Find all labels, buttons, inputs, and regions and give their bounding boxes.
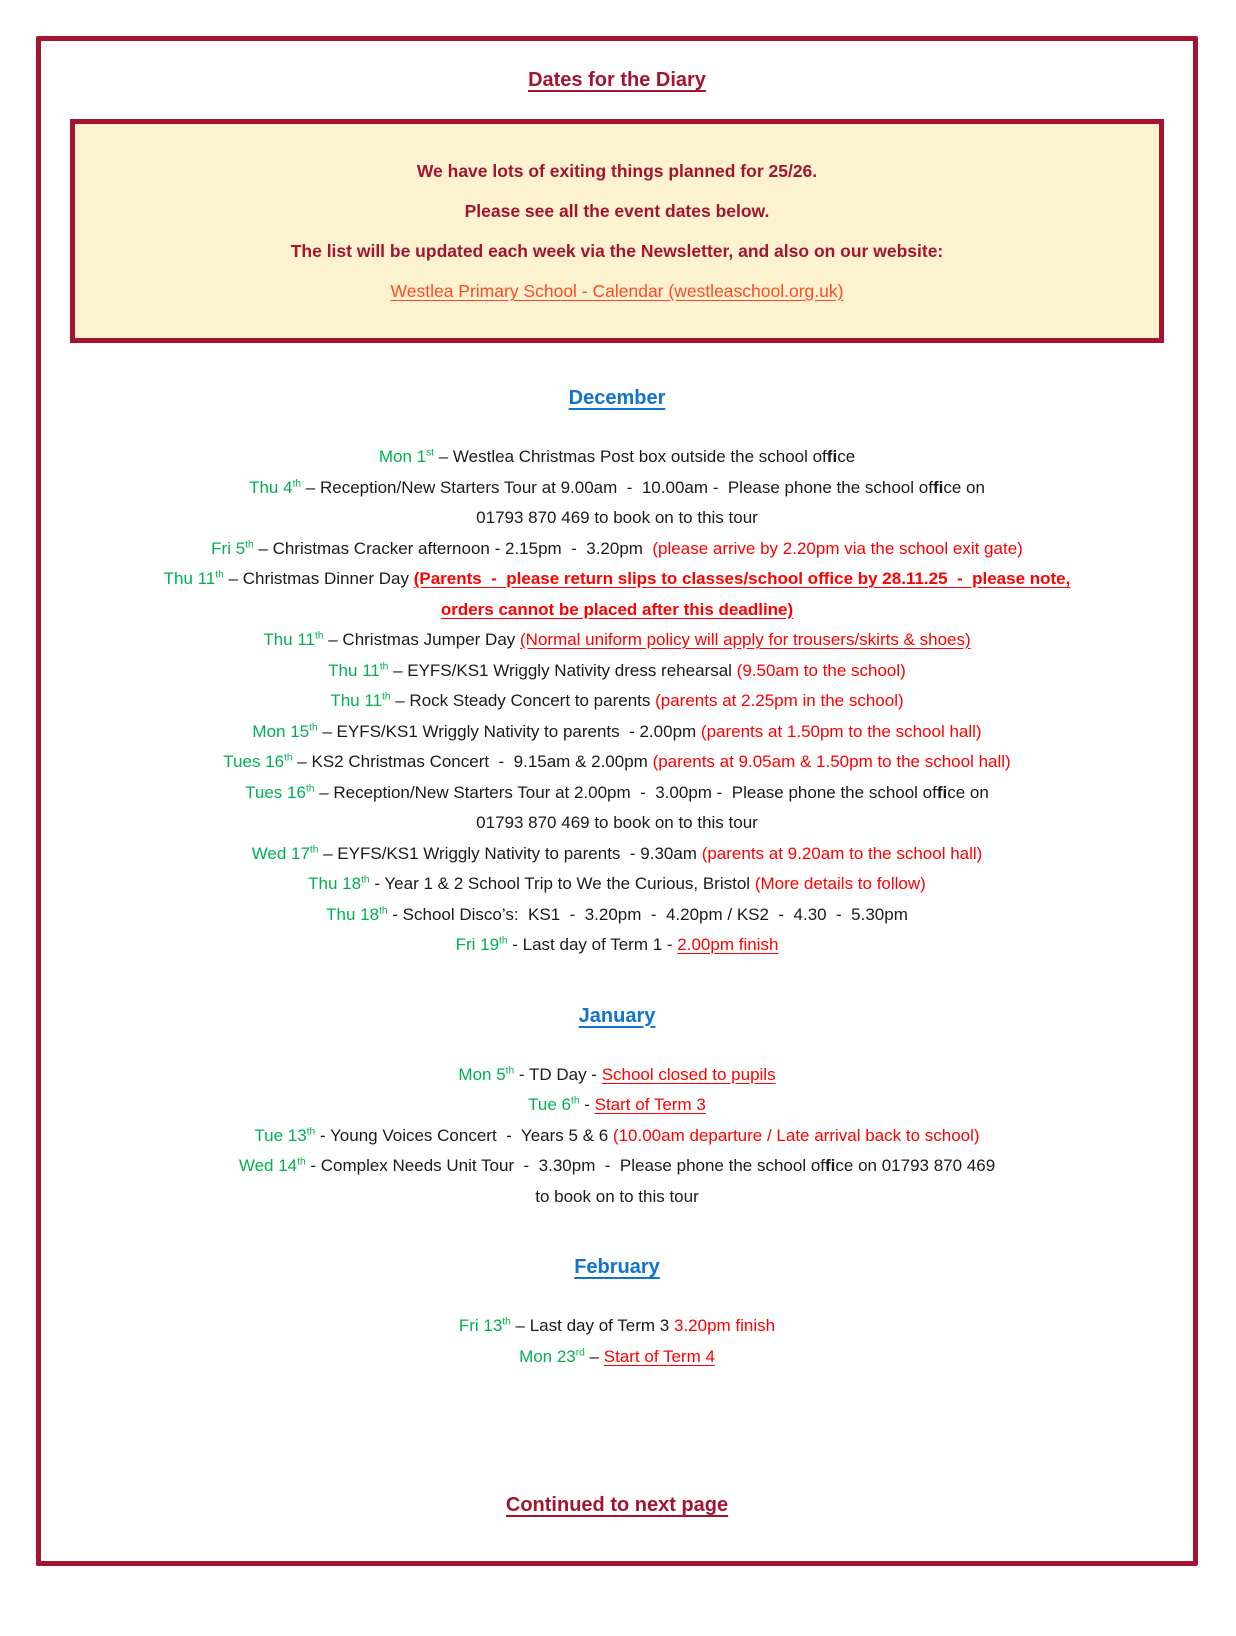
event-date: Thu 18 xyxy=(308,874,362,893)
ordinal-suffix: th xyxy=(284,752,293,764)
event-text: - xyxy=(579,1095,595,1114)
event-text: – Westlea Christmas Post box outside the school of xyxy=(434,447,827,466)
event-text: (parents at 1.50pm to the school hall) xyxy=(700,721,982,741)
event-text: 2.00pm finish xyxy=(677,935,779,954)
ordinal-suffix: th xyxy=(382,691,391,703)
event-text: - Complex Needs Unit Tour - 3.30pm - Please phone the school of xyxy=(305,1156,826,1175)
event-date: Mon 5 xyxy=(458,1064,506,1084)
event-date: Thu 11 xyxy=(328,660,380,680)
event-line xyxy=(61,778,1173,809)
event-line xyxy=(61,1060,1173,1091)
page-title: Dates for the Diary xyxy=(528,69,706,91)
event-date: Thu 11 xyxy=(163,569,216,588)
event-text: – Rock Steady Concert to parents xyxy=(390,691,656,710)
event-text: - Year 1 & 2 School Trip to We the Curious, Bristol xyxy=(369,874,755,893)
event-date: Tue 13 xyxy=(254,1125,307,1145)
event-line xyxy=(61,534,1173,565)
event-date: Wed 14 xyxy=(238,1156,298,1175)
event-date: Tues 16 xyxy=(223,752,285,771)
event-text: - TD Day - xyxy=(514,1064,602,1084)
event-date: Thu 4 xyxy=(249,477,293,497)
section-heading-december: December xyxy=(568,387,666,409)
event-text: – Christmas Dinner Day xyxy=(223,569,414,588)
intro-line-1: We have lots of exiting things planned for 25/26. xyxy=(416,161,818,181)
sections-container xyxy=(61,387,1173,1372)
event-list xyxy=(61,442,1173,961)
ordinal-suffix: st xyxy=(426,447,435,459)
ordinal-suffix: th xyxy=(505,1064,515,1076)
event-text: – xyxy=(584,1346,604,1366)
event-text: orders cannot be placed after this deadline) xyxy=(440,599,794,619)
event-line xyxy=(61,1311,1173,1342)
event-text: – KS2 Christmas Concert - 9.15am & 2.00pm xyxy=(292,752,653,771)
event-text: – Reception/New Starters Tour at 9.00am - 10.00am - Please phone the school of xyxy=(301,477,933,497)
section-heading-february: February xyxy=(574,1256,660,1278)
page-border xyxy=(36,36,1198,1566)
event-text: 01793 870 469 to book on to this tour xyxy=(476,813,758,832)
ordinal-suffix: th xyxy=(309,843,319,855)
event-text: (Parents - please return slips to classes/school office by 28.11.25 - please note, xyxy=(413,569,1071,588)
event-text: (More details to follow) xyxy=(754,874,926,893)
event-line xyxy=(61,595,1173,626)
event-date: Thu 18 xyxy=(326,904,380,924)
ordinal-suffix: th xyxy=(502,1316,511,1328)
intro-line-2: Please see all the event dates below. xyxy=(464,201,770,221)
section-heading-january: January xyxy=(578,1004,656,1027)
event-line xyxy=(61,564,1173,595)
event-text: – Last day of Term 3 xyxy=(510,1316,674,1335)
event-line xyxy=(61,442,1173,473)
event-date: Fri 5 xyxy=(211,538,246,558)
event-text: – EYFS/KS1 Wriggly Nativity to parents - 9.30am xyxy=(318,843,702,863)
event-line xyxy=(61,503,1173,534)
ordinal-suffix: th xyxy=(571,1095,580,1107)
event-text: (9.50am to the school) xyxy=(736,660,906,680)
ordinal-suffix: th xyxy=(305,782,315,794)
event-text: 3.20pm finish xyxy=(674,1316,776,1335)
event-text: (Normal uniform policy will apply for trousers/skirts & shoes) xyxy=(520,630,971,649)
event-text: fi xyxy=(825,1156,836,1175)
event-text: (parents at 2.25pm in the school) xyxy=(655,691,904,710)
event-text: (10.00am departure / Late arrival back to school) xyxy=(612,1125,980,1145)
event-line xyxy=(61,869,1173,900)
event-text: - Young Voices Concert - Years 5 & 6 xyxy=(315,1125,613,1145)
event-text: 01793 870 469 to book on to this tour xyxy=(476,508,758,527)
event-text: – EYFS/KS1 Wriggly Nativity dress rehearsal xyxy=(388,660,737,680)
ordinal-suffix: th xyxy=(379,904,388,916)
intro-box xyxy=(70,119,1164,343)
event-line xyxy=(61,656,1173,687)
event-date: Mon 23 xyxy=(519,1346,576,1366)
event-text: – EYFS/KS1 Wriggly Nativity to parents - 2.00pm xyxy=(317,721,701,741)
ordinal-suffix: th xyxy=(297,1156,306,1168)
event-date: Tue 6 xyxy=(528,1095,572,1114)
event-text: - School Disco’s: KS1 - 3.20pm - 4.20pm / KS2 - 4.30 - 5.30pm xyxy=(387,904,908,924)
ordinal-suffix: rd xyxy=(575,1346,585,1358)
event-text: - Last day of Term 1 - xyxy=(507,935,678,954)
intro-line-3: The list will be updated each week via the Newsletter, and also on our website: xyxy=(290,241,944,261)
event-line xyxy=(61,625,1173,656)
intro-link-line xyxy=(85,271,1149,313)
event-text: ce on 01793 870 469 xyxy=(835,1156,996,1175)
event-date: Thu 11 xyxy=(263,630,316,649)
event-date: Tues 16 xyxy=(245,782,306,802)
ordinal-suffix: th xyxy=(309,721,318,733)
event-text: (parents at 9.20am to the school hall) xyxy=(701,843,983,863)
continued-note: Continued to next page xyxy=(505,1494,729,1516)
event-date: Wed 17 xyxy=(251,843,310,863)
ordinal-suffix: th xyxy=(315,630,324,642)
event-date: Mon 1 xyxy=(378,447,427,466)
ordinal-suffix: th xyxy=(292,477,302,489)
ordinal-suffix: th xyxy=(215,569,224,581)
event-text: fi xyxy=(932,477,944,497)
event-line xyxy=(61,1090,1173,1121)
event-text: ce on xyxy=(943,477,985,497)
event-line xyxy=(61,1121,1173,1152)
event-date: Fri 13 xyxy=(458,1316,503,1335)
ordinal-suffix: th xyxy=(306,1125,316,1137)
event-line xyxy=(61,1151,1173,1182)
event-line xyxy=(61,1342,1173,1373)
event-text: – Christmas Cracker afternoon - 2.15pm - 3.20pm xyxy=(253,538,653,558)
event-line xyxy=(61,686,1173,717)
event-line xyxy=(61,1182,1173,1213)
event-line xyxy=(61,473,1173,504)
event-text: fi xyxy=(826,447,838,466)
event-text: (parents at 9.05am & 1.50pm to the school hall) xyxy=(652,752,1011,771)
event-line xyxy=(61,808,1173,839)
event-text: School closed to pupils xyxy=(601,1064,776,1084)
event-text: to book on to this tour xyxy=(535,1186,699,1206)
ordinal-suffix: th xyxy=(361,874,370,886)
event-date: Fri 19 xyxy=(455,935,500,954)
event-text: – Christmas Jumper Day xyxy=(323,630,521,649)
event-text: – Reception/New Starters Tour at 2.00pm - 3.00pm - Please phone the school of xyxy=(314,782,937,802)
event-list xyxy=(61,1311,1173,1372)
event-text: ce xyxy=(837,447,856,466)
event-text: ce on xyxy=(947,782,989,802)
event-text: Start of Term 4 xyxy=(603,1346,715,1366)
event-line xyxy=(61,900,1173,931)
event-date: Thu 11 xyxy=(330,691,383,710)
ordinal-suffix: th xyxy=(499,935,508,947)
ordinal-suffix: th xyxy=(379,660,389,672)
calendar-link[interactable]: Westlea Primary School - Calendar (westleaschool.org.uk) xyxy=(390,281,844,301)
event-line xyxy=(61,839,1173,870)
event-line xyxy=(61,717,1173,748)
event-text: (please arrive by 2.20pm via the school exit gate) xyxy=(652,538,1023,558)
event-date: Mon 15 xyxy=(252,721,310,741)
event-line xyxy=(61,930,1173,961)
event-list xyxy=(61,1060,1173,1213)
event-line xyxy=(61,747,1173,778)
ordinal-suffix: th xyxy=(245,538,254,550)
event-text: fi xyxy=(936,782,948,802)
event-text: Start of Term 3 xyxy=(594,1095,706,1114)
